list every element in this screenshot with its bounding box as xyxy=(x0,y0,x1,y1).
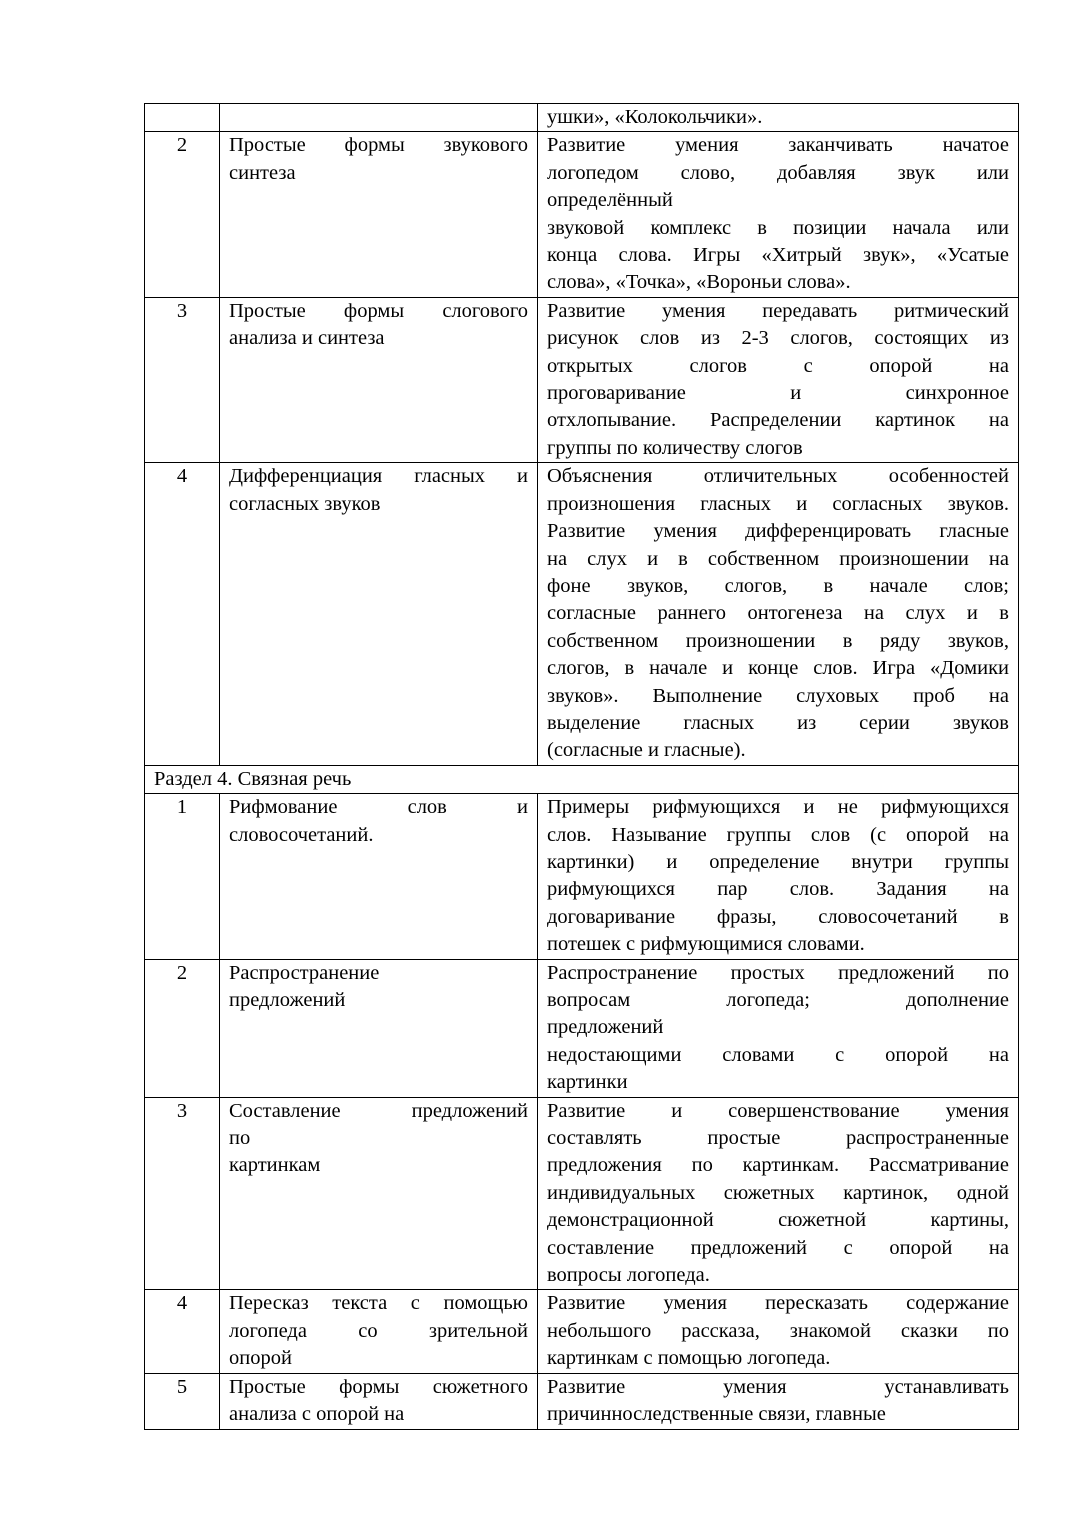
row-description xyxy=(538,794,1019,959)
text-line: договаривание фразы, словосочетаний в xyxy=(547,905,1009,928)
text-line: отхлопывание. Распределении картинок на xyxy=(547,409,1009,432)
row-description xyxy=(538,1290,1019,1373)
text-line: слов. Называние группы слов (с опорой на xyxy=(547,823,1009,846)
text-line: Развитие умения дифференцировать гласные xyxy=(547,520,1009,543)
text-line: определённый xyxy=(547,189,673,212)
text-line: слогов, в начале и конце слов. Игра «Домики xyxy=(547,657,1009,680)
text-line: картинки) и определение внутри группы xyxy=(547,850,1009,873)
text-line: картинкам xyxy=(229,1154,321,1177)
row-topic xyxy=(220,104,538,132)
text-line: конца слова. Игры «Хитрый звук», «Усатые xyxy=(547,244,1009,267)
table-row xyxy=(145,959,1019,1097)
table-row xyxy=(145,104,1019,132)
text-line: Развитие умения передавать ритмический xyxy=(547,299,1009,322)
text-line: вопросы логопеда. xyxy=(547,1264,710,1287)
row-number: 4 xyxy=(145,463,220,765)
row-description xyxy=(538,1373,1019,1429)
table-body xyxy=(145,104,1019,1430)
text-line: картинкам с помощью логопеда. xyxy=(547,1347,831,1370)
text-line: демонстрационной сюжетной картины, xyxy=(547,1209,1009,1232)
row-topic xyxy=(220,959,538,1097)
row-number: 3 xyxy=(145,297,220,462)
text-line: произношения гласных и согласных звуков. xyxy=(547,492,1009,515)
row-description xyxy=(538,463,1019,765)
text-line: согласных звуков xyxy=(229,492,381,515)
text-line: Распространение простых предложений по xyxy=(547,961,1009,984)
row-topic xyxy=(220,794,538,959)
program-table xyxy=(144,103,1019,1430)
text-line: предложения по картинкам. Рассматривание xyxy=(547,1154,1009,1177)
text-line: согласные раннего онтогенеза на слух и в xyxy=(547,602,1009,625)
text-line: Простые формы сюжетного xyxy=(229,1375,528,1398)
row-number: 2 xyxy=(145,959,220,1097)
text-line: Объяснения отличительных особенностей xyxy=(547,465,1009,488)
text-line: логопеда со зрительной xyxy=(229,1319,528,1342)
table-row xyxy=(145,463,1019,765)
text-line: причинноследственные связи, главные xyxy=(547,1403,886,1426)
text-line: потешек с рифмующимися словами. xyxy=(547,933,865,956)
text-line: синтеза xyxy=(229,161,296,184)
row-number: 5 xyxy=(145,1373,220,1429)
row-number: 2 xyxy=(145,132,220,297)
table-row xyxy=(145,1097,1019,1290)
text-line: Простые формы слогового xyxy=(229,299,528,322)
text-line: группы по количеству слогов xyxy=(547,436,803,459)
text-line: недостающими словами с опорой на xyxy=(547,1043,1009,1066)
row-description xyxy=(538,132,1019,297)
row-topic xyxy=(220,1097,538,1290)
text-line: составление предложений с опорой на xyxy=(547,1236,1009,1259)
row-description xyxy=(538,1097,1019,1290)
text-line: выделение гласных из серии звуков xyxy=(547,711,1009,734)
row-topic xyxy=(220,1290,538,1373)
table-row xyxy=(145,1373,1019,1429)
row-number: 4 xyxy=(145,1290,220,1373)
text-line: логопедом слово, добавляя звук или xyxy=(547,161,1009,184)
text-line: звуков». Выполнение слуховых проб на xyxy=(547,684,1009,707)
text-line: по xyxy=(229,1127,251,1150)
text-line: Составление предложений xyxy=(229,1099,528,1122)
text-line: Пересказ текста с помощью xyxy=(229,1292,528,1315)
text-line: предложений xyxy=(229,989,346,1011)
row-description xyxy=(538,297,1019,462)
text-line: Простые формы звукового xyxy=(229,134,528,157)
text-line: Дифференциация гласных и xyxy=(229,465,528,488)
row-number xyxy=(145,104,220,132)
text-line: анализа с опорой на xyxy=(229,1403,405,1426)
table-row xyxy=(145,132,1019,297)
text-line: на слух и в собственном произношении на xyxy=(547,547,1009,570)
text-line: собственном произношении в ряду звуков, xyxy=(547,629,1009,652)
text-line: слова», «Точка», «Вороньи слова». xyxy=(547,271,851,294)
table-row xyxy=(145,297,1019,462)
table-row xyxy=(145,1290,1019,1373)
text-line: опорой xyxy=(229,1347,292,1370)
text-line: Развитие умения заканчивать начатое xyxy=(547,134,1009,157)
text-line: проговаривание и синхронное xyxy=(547,382,1009,405)
row-topic xyxy=(220,297,538,462)
text-line: анализа и синтеза xyxy=(229,327,385,350)
text-line: словосочетаний. xyxy=(229,823,374,846)
row-topic xyxy=(220,1373,538,1429)
text-line: Развитие умения устанавливать xyxy=(547,1375,1009,1398)
text-line: небольшого рассказа, знакомой сказки по xyxy=(547,1319,1009,1342)
text-line: открытых слогов с опорой на xyxy=(547,354,1009,377)
text-line: Рифмование слов и xyxy=(229,796,528,819)
row-number: 3 xyxy=(145,1097,220,1290)
row-description xyxy=(538,959,1019,1097)
row-number: 1 xyxy=(145,794,220,959)
section-title: Раздел 4. Связная речь xyxy=(145,765,1019,793)
text-line: (согласные и гласные). xyxy=(547,739,746,762)
text-line: картинки xyxy=(547,1071,628,1094)
text-line: составлять простые распространенные xyxy=(547,1127,1009,1150)
text-line: индивидуальных сюжетных картинок, одной xyxy=(547,1181,1009,1204)
row-topic xyxy=(220,463,538,765)
table-row xyxy=(145,794,1019,959)
text-line: Распространение xyxy=(229,961,380,984)
text-line: рисунок слов из 2-3 слогов, состоящих из xyxy=(547,327,1009,350)
section-row xyxy=(145,765,1019,793)
text-line: вопросам логопеда; дополнение xyxy=(547,989,1009,1011)
text-line: фоне звуков, слогов, в начале слов; xyxy=(547,574,1009,597)
text-line: рифмующихся пар слов. Задания на xyxy=(547,878,1009,901)
text-line: звуковой комплекс в позиции начала или xyxy=(547,216,1009,239)
text-line: Примеры рифмующихся и не рифмующихся xyxy=(547,796,1009,819)
row-topic xyxy=(220,132,538,297)
text-line: Развитие и совершенствование умения xyxy=(547,1099,1009,1122)
row-description: ушки», «Колокольчики». xyxy=(538,104,1019,132)
text-line: предложений xyxy=(547,1016,664,1039)
text-line: Развитие умения пересказать содержание xyxy=(547,1292,1009,1315)
